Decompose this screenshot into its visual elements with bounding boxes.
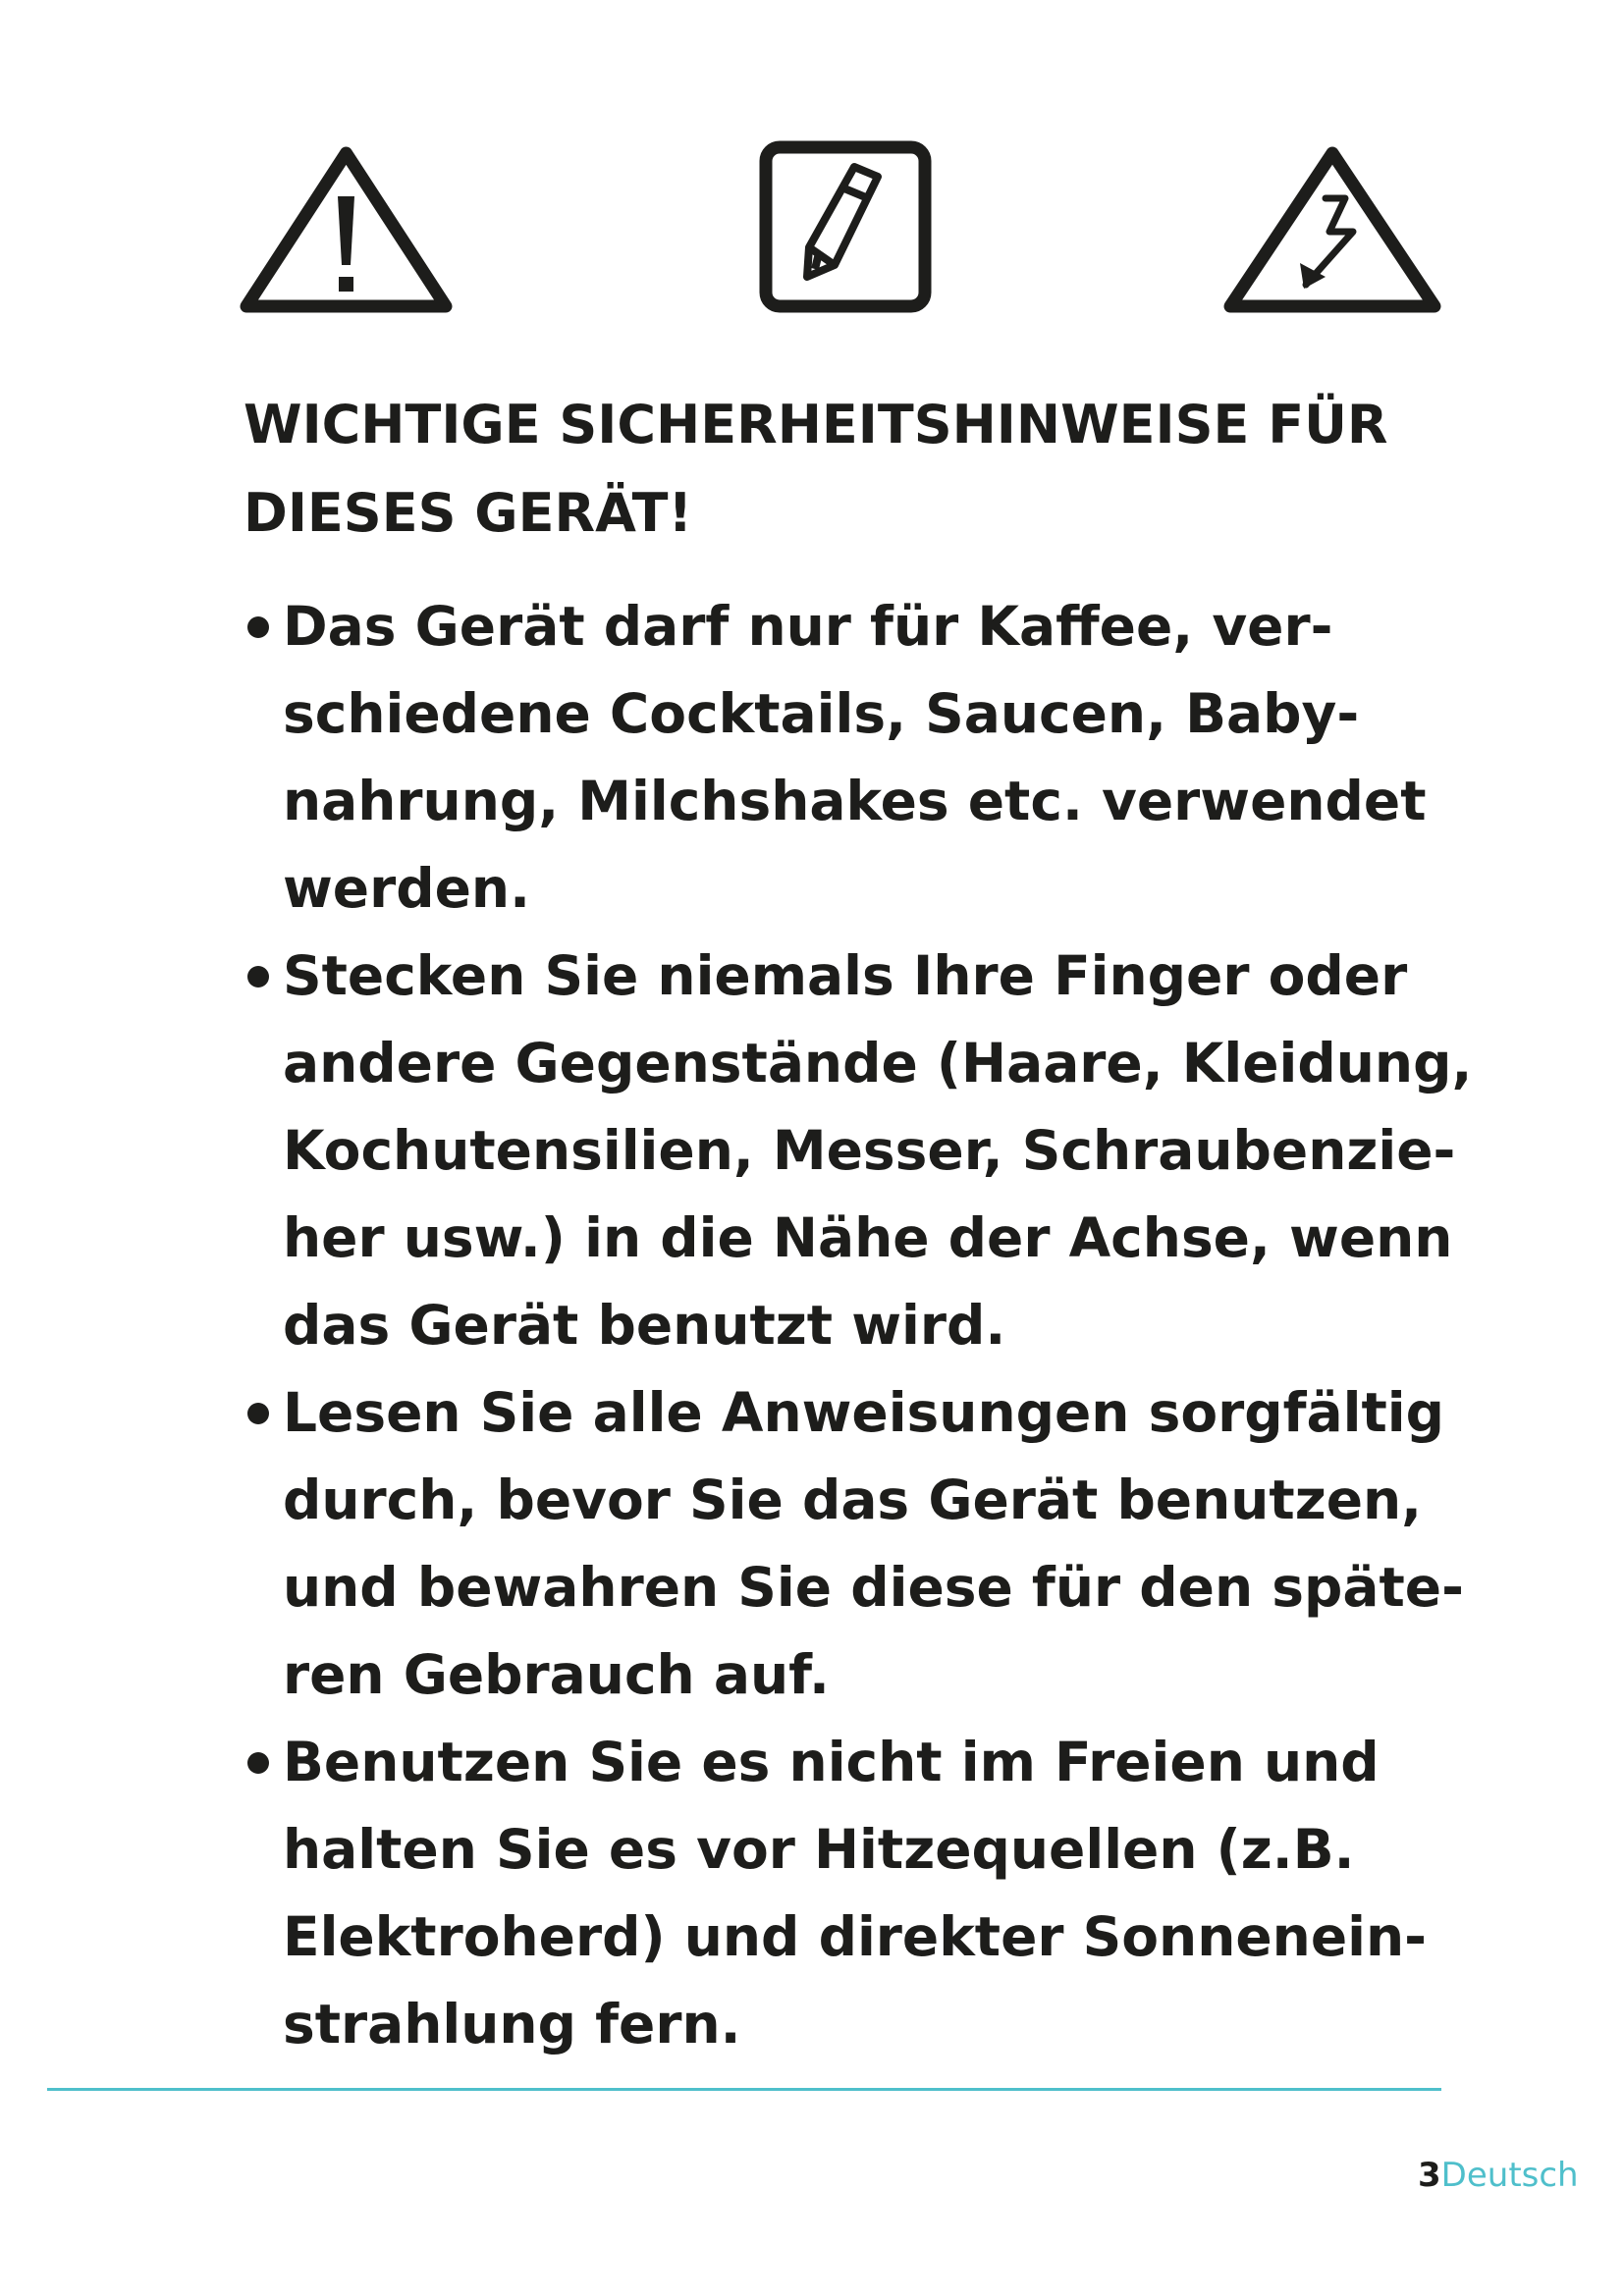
title-line-2: DIESES GERÄT! <box>244 482 693 544</box>
title-line-1: WICHTIGE SICHERHEITSHINWEISE FÜR <box>244 394 1388 455</box>
list-item-line: schiedene Cocktails, Saucen, Baby- <box>283 682 1360 745</box>
safety-instructions-list <box>244 583 1471 2068</box>
page-number <box>1418 2156 1579 2195</box>
list-item-line: Das Gerät darf nur für Kaffee, ver- <box>283 595 1333 658</box>
page-language: Deutsch <box>1440 2156 1579 2195</box>
read-manual-icon <box>758 139 933 314</box>
footer-divider <box>47 2088 1441 2091</box>
list-item-line: und bewahren Sie diese für den späte- <box>283 1556 1464 1619</box>
page-number-value: 3 <box>1418 2156 1441 2195</box>
list-item-line: Elektroherd) und direkter Sonnenein- <box>283 1905 1427 1968</box>
bullet-icon <box>247 616 269 638</box>
list-item <box>244 583 1471 933</box>
list-item-line: strahlung fern. <box>283 1993 741 2056</box>
list-item-line: Stecken Sie niemals Ihre Finger oder <box>283 944 1408 1007</box>
page-title <box>244 381 1461 558</box>
list-item <box>244 1369 1471 1719</box>
list-item-line: werden. <box>283 857 530 920</box>
list-item-line: halten Sie es vor Hitzequellen (z.B. <box>283 1818 1355 1881</box>
list-item-line: Benutzen Sie es nicht im Freien und <box>283 1731 1380 1793</box>
list-item <box>244 1719 1471 2068</box>
bullet-icon <box>247 966 269 988</box>
list-item-line: das Gerät benutzt wird. <box>283 1294 1006 1357</box>
list-item-line: nahrung, Milchshakes etc. verwendet <box>283 770 1427 832</box>
list-item-line: Kochutensilien, Messer, Schraubenzie- <box>283 1119 1456 1182</box>
bullet-icon <box>247 1403 269 1424</box>
bullet-icon <box>247 1752 269 1774</box>
list-item <box>244 933 1471 1369</box>
list-item-line: durch, bevor Sie das Gerät benutzen, <box>283 1468 1423 1531</box>
list-item-line: her usw.) in die Nähe der Achse, wenn <box>283 1206 1453 1269</box>
list-item-line: andere Gegenstände (Haare, Kleidung, <box>283 1032 1473 1095</box>
electric-shock-icon <box>1219 139 1445 316</box>
list-item-line: Lesen Sie alle Anweisungen sorgfältig <box>283 1381 1445 1444</box>
warning-triangle-icon <box>236 139 457 316</box>
list-item-line: ren Gebrauch auf. <box>283 1643 830 1706</box>
